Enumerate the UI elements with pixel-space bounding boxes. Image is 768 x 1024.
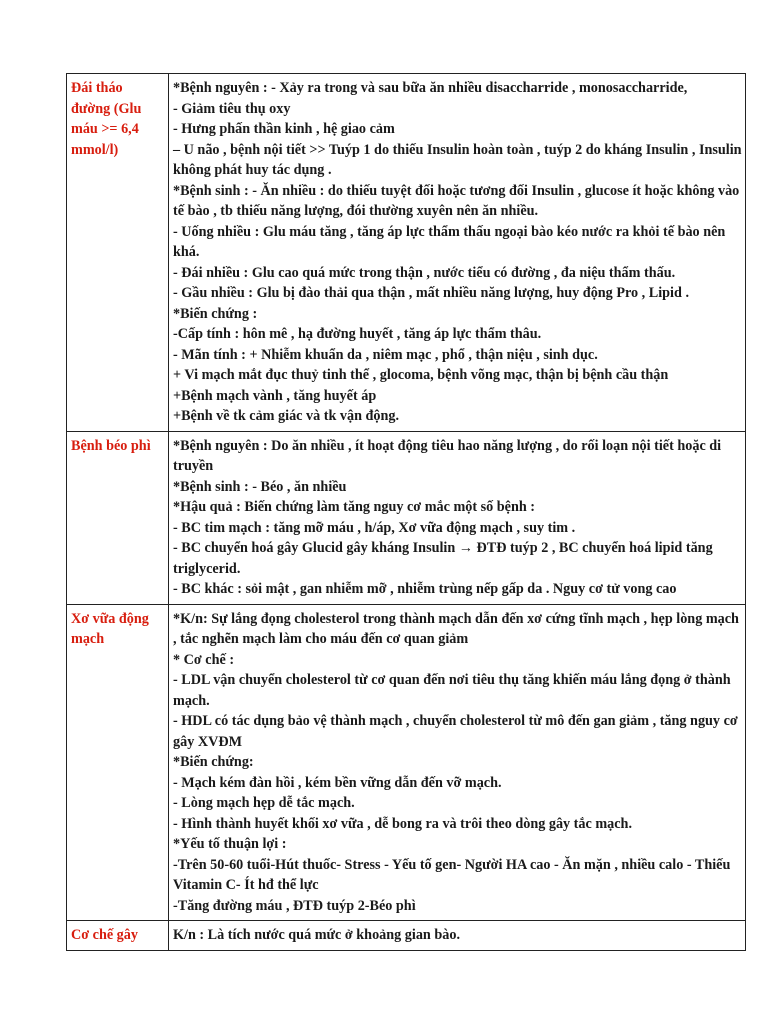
content-line: - Hình thành huyết khối xơ vữa , dễ bong ra và trôi theo dòng gây tắc mạch. <box>173 815 632 832</box>
content-line: -Tăng đường máu , ĐTĐ tuýp 2-Béo phì <box>173 897 416 914</box>
content-line: +Bệnh mạch vành , tăng huyết áp <box>173 387 377 404</box>
content-line: *Hậu quả : Biến chứng làm tăng nguy cơ mắc một số bệnh : <box>173 499 536 515</box>
content-line: - LDL vận chuyển cholesterol từ cơ quan đến nơi tiêu thụ tăng khiến máu lắng đọng ở thành mạch. <box>173 672 731 709</box>
content-line: - Uống nhiều : Glu máu tăng , tăng áp lực thẩm thấu ngoại bào kéo nước ra khỏi tế bào nên khá. <box>173 223 726 260</box>
content-line: - BC khác : sỏi mật , gan nhiễm mỡ , nhiễm trùng nếp gấp da . Nguy cơ tử vong cao <box>173 581 677 597</box>
content-line: *Biến chứng: <box>173 754 254 770</box>
content-line: - Mạch kém đàn hồi , kém bền vững dẫn đến vỡ mạch. <box>173 774 502 791</box>
content-line: - Lòng mạch hẹp dễ tắc mạch. <box>173 795 355 811</box>
content-line: - BC chuyển hoá gây Glucid gây kháng Insulin → ĐTĐ tuýp 2 , BC chuyển hoá lipid tăng triglycerid. <box>173 540 713 577</box>
content-line: - Hưng phấn thần kinh , hệ giao cảm <box>173 121 395 137</box>
content-line: *Yếu tố thuận lợi : <box>173 836 287 852</box>
content-line: – U não , bệnh nội tiết >> Tuýp 1 do thiếu Insulin hoàn toàn , tuýp 2 do kháng Insulin , Insulin không phát huy tác dụng . <box>173 141 742 178</box>
table-row-atherosclerosis <box>67 604 746 921</box>
content-line: *K/n: Sự lắng đọng cholesterol trong thành mạch dẫn đến xơ cứng tĩnh mạch , hẹp lòng mạch , tắc nghẽn mạch làm cho máu đến cơ quan giảm <box>173 610 739 647</box>
content-line: *Bệnh sinh : - Ăn nhiều : do thiếu tuyệt đối hoặc tương đối Insulin , glucose ít hoặc không vào tế bào , tb thiếu năng lượng, đói thường xuyên nên ăn nhiều. <box>173 182 740 219</box>
content-line: - Giảm tiêu thụ oxy <box>173 100 291 117</box>
content-line: +Bệnh về tk cảm giác và tk vận động. <box>173 408 400 424</box>
content-line: - HDL có tác dụng bảo vệ thành mạch , chuyển cholesterol từ mô đến gan giảm , tăng nguy cơ gây XVĐM <box>173 713 738 750</box>
table-row-edema <box>67 921 746 951</box>
topic-cell: Đái tháo đường (Glu máu >= 6,4 mmol/l) <box>67 74 169 432</box>
content-line: *Biến chứng : <box>173 305 258 322</box>
content-line: -Cấp tính : hôn mê , hạ đường huyết , tăng áp lực thẩm thâu. <box>173 326 542 342</box>
content-cell <box>169 431 746 604</box>
notes-table <box>66 73 746 951</box>
content-cell <box>169 921 746 951</box>
content-line: - Mãn tính : + Nhiễm khuẩn da , niêm mạc , phổ , thận niệu , sinh dục. <box>173 346 598 363</box>
content-line: - Đái nhiều : Glu cao quá mức trong thận , nước tiểu có đường , đa niệu thẩm thấu. <box>173 264 676 281</box>
topic-cell: Xơ vữa động mạch <box>67 604 169 921</box>
content-line: K/n : Là tích nước quá mức ở khoảng gian bào. <box>173 927 460 943</box>
content-line: *Bệnh nguyên : Do ăn nhiều , ít hoạt động tiêu hao năng lượng , do rối loạn nội tiết hoặc di truyền <box>173 437 722 474</box>
content-line: *Bệnh nguyên : - Xảy ra trong và sau bữa ăn nhiều disaccharride , monosaccharride, <box>173 80 688 96</box>
content-cell <box>169 74 746 432</box>
content-line: + Vi mạch mắt đục thuỷ tinh thể , glocoma, bệnh võng mạc, thận bị bệnh cầu thận <box>173 367 669 383</box>
content-line: * Cơ chế : <box>173 651 235 668</box>
content-cell <box>169 604 746 921</box>
content-line: - Gầu nhiều : Glu bị đào thải qua thận , mất nhiều năng lượng, huy động Pro , Lipid . <box>173 285 689 301</box>
topic-cell: Cơ chế gây <box>67 921 169 951</box>
table-row-obesity <box>67 431 746 604</box>
content-line: *Bệnh sinh : - Béo , ăn nhiều <box>173 478 347 495</box>
table-row-diabetes <box>67 74 746 432</box>
content-line: -Trên 50-60 tuổi-Hút thuốc- Stress - Yếu tố gen- Người HA cao - Ăn mặn , nhiều calo - Thiếu Vitamin C- Ít hđ thể lực <box>173 856 731 893</box>
topic-cell: Bệnh béo phì <box>67 431 169 604</box>
content-line: - BC tim mạch : tăng mỡ máu , h/áp, Xơ vữa động mạch , suy tim . <box>173 519 576 536</box>
